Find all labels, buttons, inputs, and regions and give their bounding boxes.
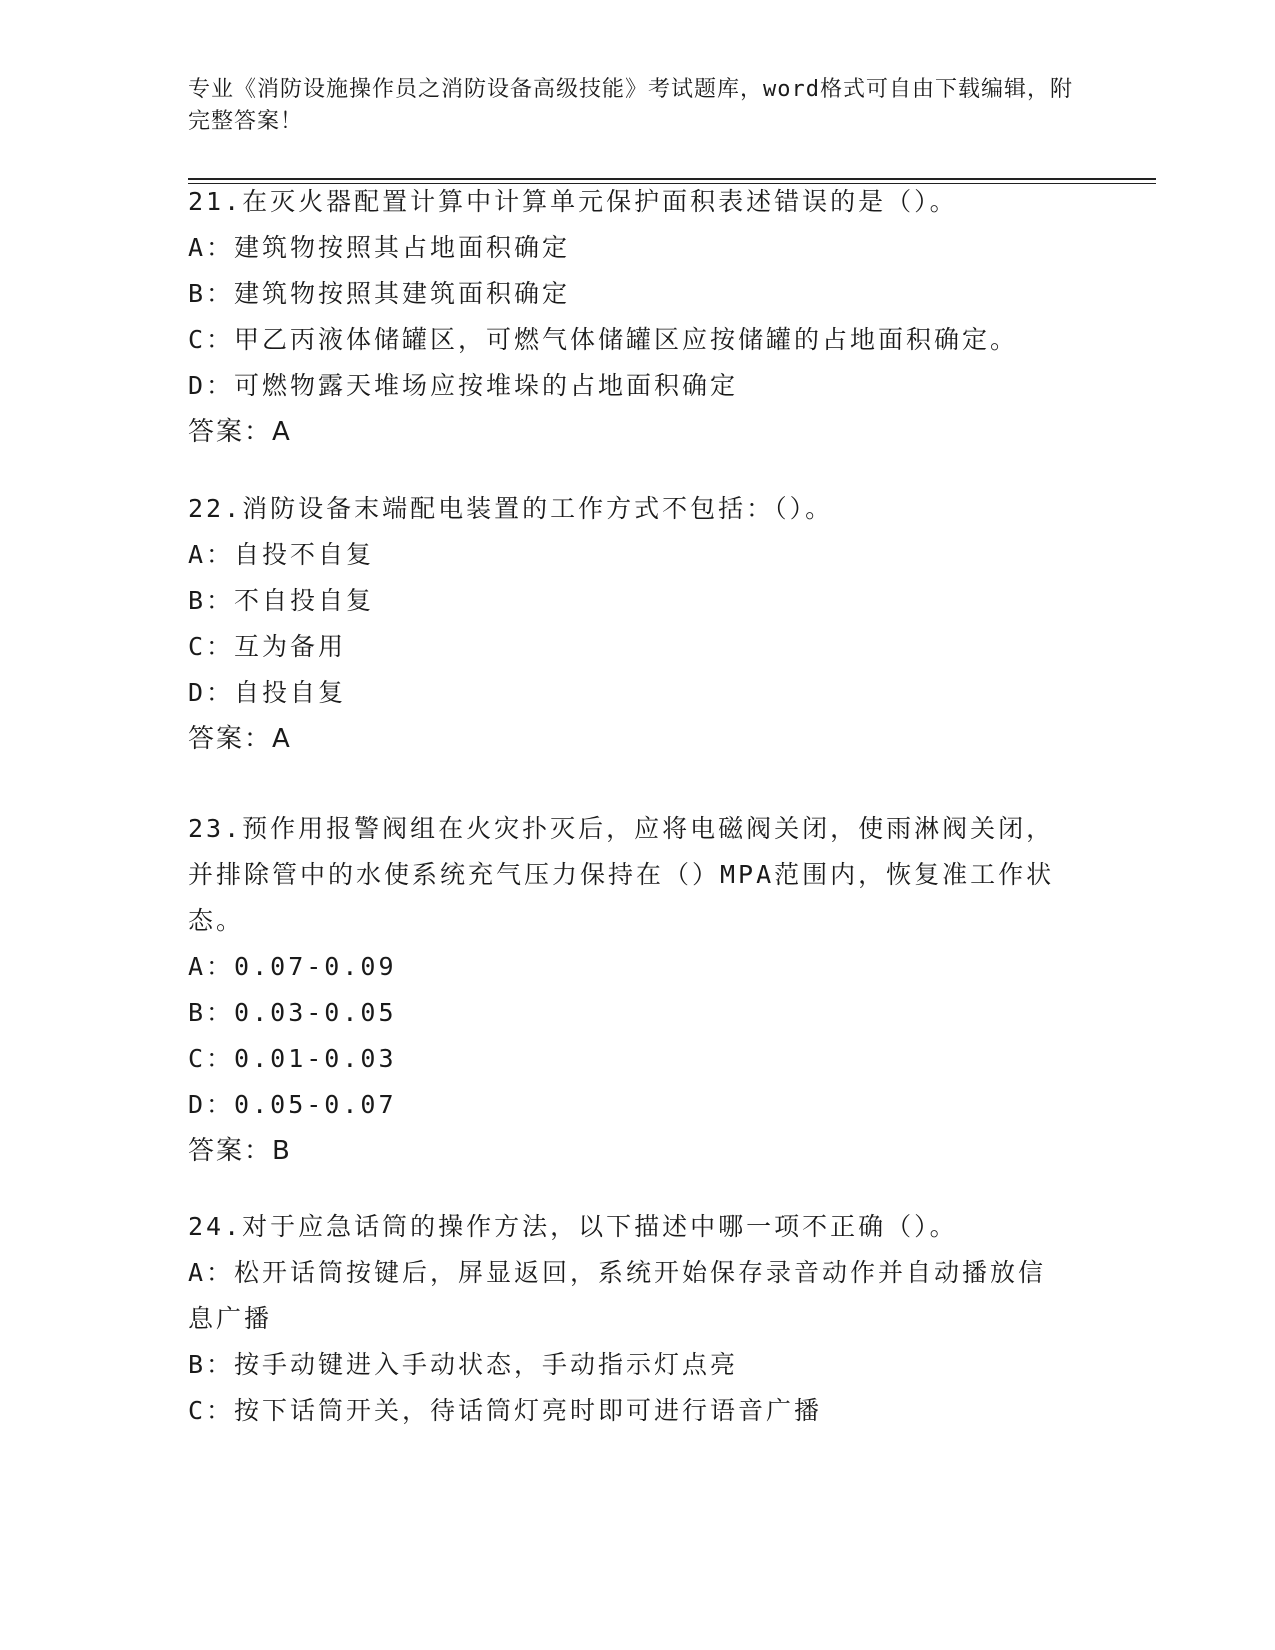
option-b: B：0.03-0.05 — [188, 998, 397, 1027]
option-a: A：建筑物按照其占地面积确定 — [188, 233, 571, 262]
option-a-line-1: A：松开话筒按键后，屏显返回，系统开始保存录音动作并自动播放信 — [188, 1258, 1047, 1287]
question-stem-line-1: 23.预作用报警阀组在火灾扑灭后，应将电磁阀关闭，使雨淋阀关闭， — [188, 814, 1055, 843]
answer: 答案：A — [188, 724, 292, 754]
question-22 — [188, 486, 1088, 762]
answer: 答案：A — [188, 417, 292, 447]
option-c: C：0.01-0.03 — [188, 1044, 397, 1073]
document-header-intro: 专业《消防设施操作员之消防设备高级技能》考试题库，word格式可自由下载编辑，附完整答案！ — [188, 77, 1073, 134]
option-c: C：按下话筒开关，待话筒灯亮时即可进行语音广播 — [188, 1396, 823, 1425]
question-stem: 21.在灭火器配置计算中计算单元保护面积表述错误的是（）。 — [188, 187, 958, 216]
option-d: D：0.05-0.07 — [188, 1090, 397, 1119]
question-stem: 22.消防设备末端配电装置的工作方式不包括：（）。 — [188, 494, 834, 523]
option-c: C：甲乙丙液体储罐区，可燃气体储罐区应按储罐的占地面积确定。 — [188, 325, 1019, 354]
question-stem: 24.对于应急话筒的操作方法，以下描述中哪一项不正确（）。 — [188, 1212, 958, 1241]
option-a: A：自投不自复 — [188, 540, 375, 569]
question-21 — [188, 179, 1088, 455]
option-b: B：按手动键进入手动状态，手动指示灯点亮 — [188, 1350, 739, 1379]
question-stem-line-3: 态。 — [188, 906, 245, 935]
option-b: B：建筑物按照其建筑面积确定 — [188, 279, 571, 308]
answer: 答案：B — [188, 1136, 292, 1166]
question-23 — [188, 806, 1088, 1174]
option-d: D：可燃物露天堆场应按堆垛的占地面积确定 — [188, 371, 739, 400]
question-24 — [188, 1204, 1088, 1434]
option-a-line-2: 息广播 — [188, 1304, 273, 1333]
option-a: A：0.07-0.09 — [188, 952, 397, 981]
option-d: D：自投自复 — [188, 678, 347, 707]
option-c: C：互为备用 — [188, 632, 347, 661]
option-b: B：不自投自复 — [188, 586, 375, 615]
question-stem-line-2: 并排除管中的水使系统充气压力保持在（）MPA范围内，恢复准工作状 — [188, 860, 1055, 889]
